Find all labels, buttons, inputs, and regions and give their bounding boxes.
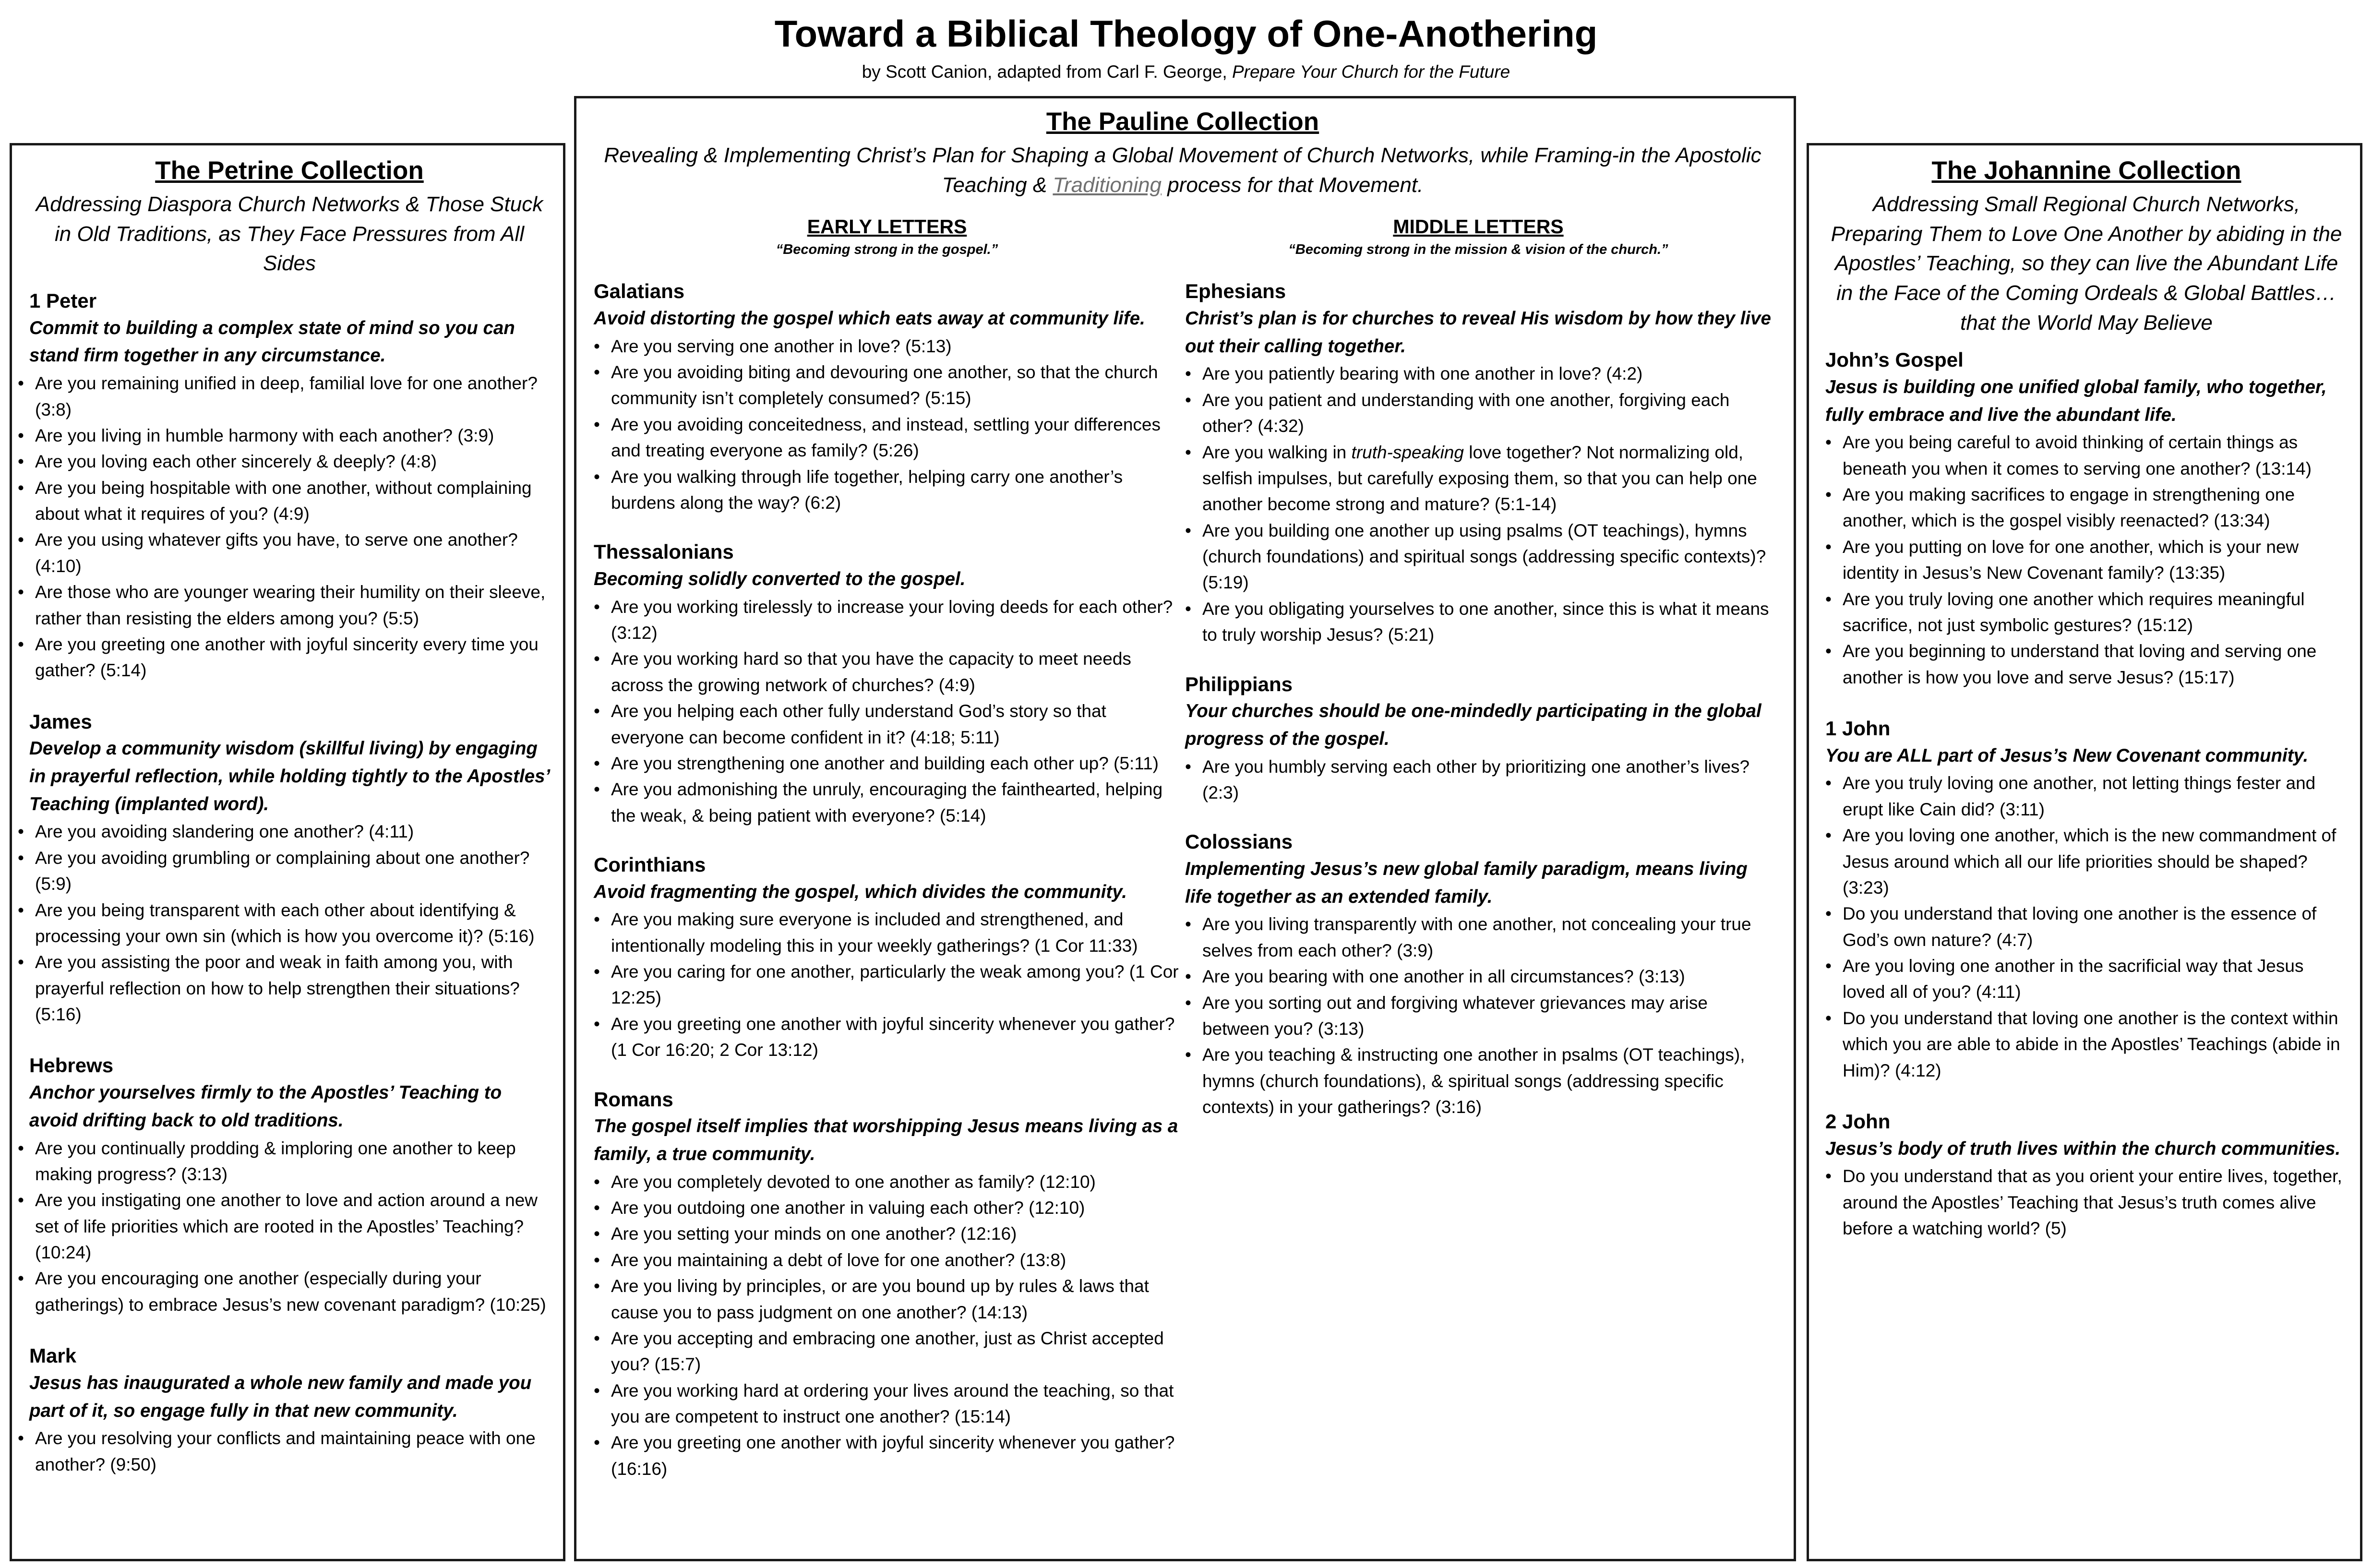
pauline-subtitle-end: process for that Movement. [1162,173,1424,197]
byline [0,61,2372,83]
book-theme: You are ALL part of Jesus’s New Covenant community. [1825,745,2309,766]
question-item: • Are you truly loving one another which requires meaningful sacrifice, not just symbolic gestures? (15:12) [1825,587,2348,639]
petrine-sections [29,288,550,1478]
question-item: • Are you building one another up using psalms (OT teachings), hymns (church foundations) and spiritual songs (addressing specific contexts)? (5:19) [1185,518,1772,596]
question-item: • Are you greeting one another with joyful sincerity whenever you gather? (16:16) [594,1430,1180,1482]
book-theme: Jesus’s body of truth lives within the church communities. [1825,1138,2341,1159]
middle-letters-quote: “Becoming strong in the mission & vision of the church.” [1288,241,1668,257]
book-section [594,1087,1180,1483]
question-item: • Are you avoiding slandering one another? (4:11) [18,819,550,845]
question-item: • Are you bearing with one another in all circumstances? (3:13) [1185,964,1772,990]
book-name: Mark [29,1344,77,1367]
book-name: Hebrews [29,1054,114,1077]
book-theme: Becoming solidly converted to the gospel. [594,568,966,589]
petrine-title: The Petrine Collection [155,156,424,185]
byline-author: by Scott Canion, adapted from Carl F. George, [862,62,1232,82]
question-item: • Do you understand that as you orient your entire lives, together, around the Apostles’ Teaching that Jesus’s truth comes alive before a watching world? (5) [1825,1163,2348,1242]
question-list [594,594,1180,829]
pauline-subtitle-text: Revealing & Implementing Christ’s Plan for Shaping a Global Movement of Church Networks, while Framing-in the Apostolic Teaching & [604,144,1761,197]
middle-letters-sections [1185,278,1772,1120]
book-theme: Christ’s plan is for churches to reveal His wisdom by how they live out their calling together. [1185,308,1771,357]
book-section [594,852,1180,1064]
book-theme: Jesus has inaugurated a whole new family and made you part of it, so engage fully in that new community. [29,1372,532,1421]
book-section [1185,829,1772,1120]
book-theme: Commit to building a complex state of mind so you can stand firm together in any circumstance. [29,317,515,366]
question-item: • Are you working hard so that you have the capacity to meet needs across the growing network of churches? (4:9) [594,646,1180,698]
question-item: • Are you walking through life together, helping carry one another’s burdens along the way? (6:2) [594,464,1180,516]
question-list [1185,754,1772,806]
question-item: • Are you living transparently with one another, not concealing your true selves from each other? (3:9) [1185,911,1772,964]
question-item: • Are you admonishing the unruly, encouraging the fainthearted, helping the weak, & being patient with everyone? (5:14) [594,777,1180,829]
book-section [1825,716,2348,1084]
pauline-subtitle [594,141,1772,200]
question-item: • Are you avoiding biting and devouring one another, so that the church community isn’t completely consumed? (5:15) [594,359,1180,412]
petrine-subtitle: Addressing Diaspora Church Networks & Those Stuck in Old Traditions, as They Face Pressures from All Sides [36,192,543,275]
question-item: • Are you greeting one another with joyful sincerity whenever you gather? (1 Cor 16:20; 2 Cor 13:12) [594,1011,1180,1064]
book-name: Ephesians [1185,280,1286,303]
question-list [1825,770,2348,1084]
question-item: • Are you setting your minds on one another? (12:16) [594,1221,1180,1247]
question-item: • Are you loving one another, which is the new commandment of Jesus around which all our life priorities should be shaped? (3:23) [1825,823,2348,901]
question-item: • Are you being hospitable with one another, without complaining about what it requires of you? (4:9) [18,475,550,527]
question-item: • Are you loving each other sincerely & deeply? (4:8) [18,449,550,475]
question-item: • Are you continually prodding & imploring one another to keep making progress? (3:13) [18,1136,550,1188]
book-name: Romans [594,1088,673,1111]
early-letters-sections [594,278,1180,1482]
question-item: • Are those who are younger wearing their humility on their sleeve, rather than resisting the elders among you? (5:5) [18,579,550,632]
question-item: • Are you working hard at ordering your lives around the teaching, so that you are competent to instruct one another? (15:14) [594,1378,1180,1430]
question-item: • Are you completely devoted to one another as family? (12:10) [594,1169,1180,1195]
question-list [29,371,550,684]
book-section [29,288,550,684]
question-item: • Are you beginning to understand that loving and serving one another is how you love and serve Jesus? (15:17) [1825,638,2348,691]
byline-book-title: Prepare Your Church for the Future [1232,62,1510,82]
book-name: 2 John [1825,1110,1891,1133]
question-item: • Are you encouraging one another (especially during your gatherings) to embrace Jesus’s new covenant paradigm? (10:25) [18,1266,550,1318]
book-section [594,539,1180,829]
middle-letters-label: MIDDLE LETTERS [1393,215,1564,238]
book-name: James [29,710,92,733]
book-name: Corinthians [594,853,706,876]
question-item: • Are you avoiding grumbling or complaining about one another? (5:9) [18,845,550,898]
question-item: • Are you patiently bearing with one another in love? (4:2) [1185,361,1772,387]
question-item: • Are you being careful to avoid thinking of certain things as beneath you when it comes to serving one another? (13:14) [1825,430,2348,482]
middle-letters-column [1185,200,1772,1482]
johannine-subtitle: Addressing Small Regional Church Networks, Preparing Them to Love One Another by abiding in the Apostles’ Teaching, so they can live the Abundant Life in the Face of the Coming Ordeals & Global Battles… that the World May Believe [1831,192,2342,335]
question-list [29,819,550,1028]
early-letters-label: EARLY LETTERS [807,215,967,238]
pauline-collection-panel [574,96,1796,1561]
question-item: • Are you avoiding conceitedness, and instead, settling your differences and treating everyone as family? (5:26) [594,412,1180,464]
johannine-collection-panel [1807,143,2362,1561]
book-theme: Avoid fragmenting the gospel, which divides the community. [594,881,1127,902]
question-list [29,1425,550,1478]
question-list [1185,361,1772,648]
page-title: Toward a Biblical Theology of One-Anothering [774,12,1598,55]
book-name: Colossians [1185,830,1293,853]
question-item: • Are you being transparent with each other about identifying & processing your own sin (which is how you overcome it)? (5:16) [18,898,550,950]
question-item: • Are you teaching & instructing one another in psalms (OT teachings), hymns (church foundations), & spiritual songs (addressing specific contexts) in your gatherings? (3:16) [1185,1042,1772,1120]
book-name: John’s Gospel [1825,348,1964,371]
book-name: Thessalonians [594,540,734,563]
question-item: • Are you strengthening one another and building each other up? (5:11) [594,751,1180,777]
question-item: • Are you outdoing one another in valuing each other? (12:10) [594,1195,1180,1221]
book-section [29,1343,550,1478]
johannine-sections [1825,347,2348,1242]
book-theme: The gospel itself implies that worshipping Jesus means living as a family, a true community. [594,1116,1178,1164]
question-list [594,334,1180,516]
question-item: • Are you truly loving one another, not letting things fester and erupt like Cain did? (3:11) [1825,770,2348,823]
question-item: • Do you understand that loving one another is the essence of God’s own nature? (4:7) [1825,901,2348,953]
question-item: • Are you helping each other fully understand God’s story so that everyone can become confident in it? (4:18; 5:11) [594,698,1180,751]
question-item: • Are you living by principles, or are you bound up by rules & laws that cause you to pass judgment on one another? (14:13) [594,1273,1180,1326]
book-theme: Anchor yourselves firmly to the Apostles’ Teaching to avoid drifting back to old traditions. [29,1082,502,1131]
question-item: • Are you sorting out and forgiving whatever grievances may arise between you? (3:13) [1185,990,1772,1042]
book-theme: Avoid distorting the gospel which eats away at community life. [594,308,1145,329]
johannine-title: The Johannine Collection [1931,156,2241,185]
question-item: • Are you living in humble harmony with each another? (3:9) [18,423,550,449]
book-section [1825,1109,2348,1242]
question-item: • Are you obligating yourselves to one another, since this is what it means to truly worship Jesus? (5:21) [1185,596,1772,648]
question-item: • Are you caring for one another, particularly the weak among you? (1 Cor 12:25) [594,959,1180,1011]
question-item: • Are you working tirelessly to increase your loving deeds for each other? (3:12) [594,594,1180,646]
pauline-title: The Pauline Collection [1046,108,1319,136]
question-list [594,1169,1180,1483]
question-list [1185,911,1772,1120]
early-letters-header [594,214,1180,259]
book-name: Galatians [594,280,685,303]
petrine-collection-panel [10,143,565,1561]
question-item: • Are you making sacrifices to engage in strengthening one another, which is the gospel visibly reenacted? (13:34) [1825,482,2348,534]
book-theme: Jesus is building one unified global family, who together, fully embrace and live the abundant life. [1825,376,2327,425]
question-item: • Are you maintaining a debt of love for one another? (13:8) [594,1247,1180,1273]
question-item: • Are you loving one another in the sacrificial way that Jesus loved all of you? (4:11) [1825,953,2348,1005]
book-section [29,709,550,1028]
question-item: • Are you greeting one another with joyful sincerity every time you gather? (5:14) [18,632,550,684]
question-item: • Are you accepting and embracing one another, just as Christ accepted you? (15:7) [594,1326,1180,1378]
question-list [1825,1163,2348,1242]
book-section [1185,671,1772,806]
book-name: Philippians [1185,672,1293,695]
question-item: • Are you using whatever gifts you have, to serve one another? (4:10) [18,527,550,579]
question-list [1825,430,2348,691]
book-theme: Implementing Jesus’s new global family paradigm, means living life together as an extended family. [1185,858,1748,907]
question-item: • Are you walking in truth-speaking love together? Not normalizing old, selfish impulses, but carefully exposing them, so that you can help one another become strong and mature? (5:1-14) [1185,440,1772,518]
question-item: • Are you instigating one another to love and action around a new set of life priorities which are rooted in the Apostles’ Teaching? (10:24) [18,1187,550,1266]
book-section [1825,347,2348,691]
early-letters-quote: “Becoming strong in the gospel.” [776,241,998,257]
question-item: • Are you resolving your conflicts and maintaining peace with one another? (9:50) [18,1425,550,1478]
question-item: • Are you assisting the poor and weak in faith among you, with prayerful reflection on how to help strengthen their situations? (5:16) [18,949,550,1028]
book-section [1185,278,1772,648]
question-item: • Are you patient and understanding with one another, forgiving each other? (4:32) [1185,387,1772,440]
middle-letters-header [1185,214,1772,259]
question-list [594,907,1180,1063]
question-item: • Are you remaining unified in deep, familial love for one another? (3:8) [18,371,550,423]
book-theme: Your churches should be one-mindedly participating in the global progress of the gospel. [1185,701,1761,749]
book-name: 1 John [1825,717,1891,740]
book-theme: Develop a community wisdom (skillful living) by engaging in prayerful reflection, while holding tightly to the Apostles’ Teaching (implanted word). [29,738,550,814]
book-section [29,1053,550,1318]
book-name: 1 Peter [29,289,97,312]
question-item: • Are you putting on love for one another, which is your new identity in Jesus’s New Covenant family? (13:35) [1825,534,2348,587]
book-section [594,278,1180,516]
early-letters-column [594,200,1180,1482]
question-item: • Are you humbly serving each other by prioritizing one another’s lives? (2:3) [1185,754,1772,806]
question-item: • Are you making sure everyone is included and strengthened, and intentionally modeling this in your weekly gatherings? (1 Cor 11:33) [594,907,1180,959]
question-list [29,1136,550,1318]
traditioning-link[interactable]: Traditioning [1053,173,1162,197]
question-item: • Do you understand that loving one another is the context within which you are able to abide in the Apostles’ Teachings (abide in Him)? (4:12) [1825,1005,2348,1084]
pauline-letter-columns [594,200,1772,1482]
question-item: • Are you serving one another in love? (5:13) [594,334,1180,359]
